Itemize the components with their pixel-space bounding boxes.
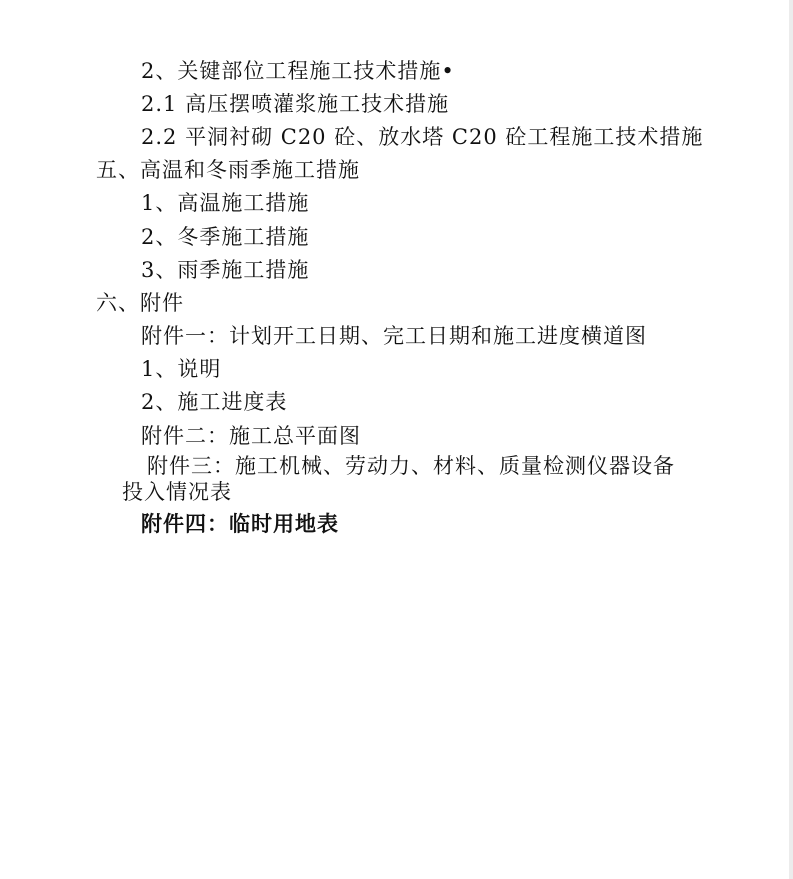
toc-attachment-1-item-2: 2、施工进度表 [141, 390, 288, 414]
toc-attachment-2: 附件二：施工总平面图 [141, 424, 361, 448]
toc-section-6: 六、附件 [96, 291, 184, 315]
toc-section-5: 五、高温和冬雨季施工措施 [96, 158, 360, 182]
toc-attachment-4: 附件四：临时用地表 [141, 511, 339, 536]
toc-item-2-2: 2.2 平洞衬砌 C20 砼、放水塔 C20 砼工程施工技术措施 [141, 125, 704, 149]
toc-item-5-1: 1、高温施工措施 [141, 191, 310, 215]
toc-attachment-3: 附件三：施工机械、劳动力、材料、质量检测仪器设备 [147, 454, 675, 478]
toc-item-5-2: 2、冬季施工措施 [141, 225, 310, 249]
toc-item-5-3: 3、雨季施工措施 [141, 258, 310, 282]
page-edge [789, 0, 793, 879]
toc-attachment-3-continued: 投入情况表 [122, 480, 232, 504]
toc-item-2: 2、关键部位工程施工技术措施• [141, 59, 455, 83]
toc-attachment-1: 附件一：计划开工日期、完工日期和施工进度横道图 [141, 324, 647, 348]
toc-attachment-1-item-1: 1、说明 [141, 357, 222, 381]
toc-item-2-1: 2.1 高压摆喷灌浆施工技术措施 [141, 92, 450, 116]
